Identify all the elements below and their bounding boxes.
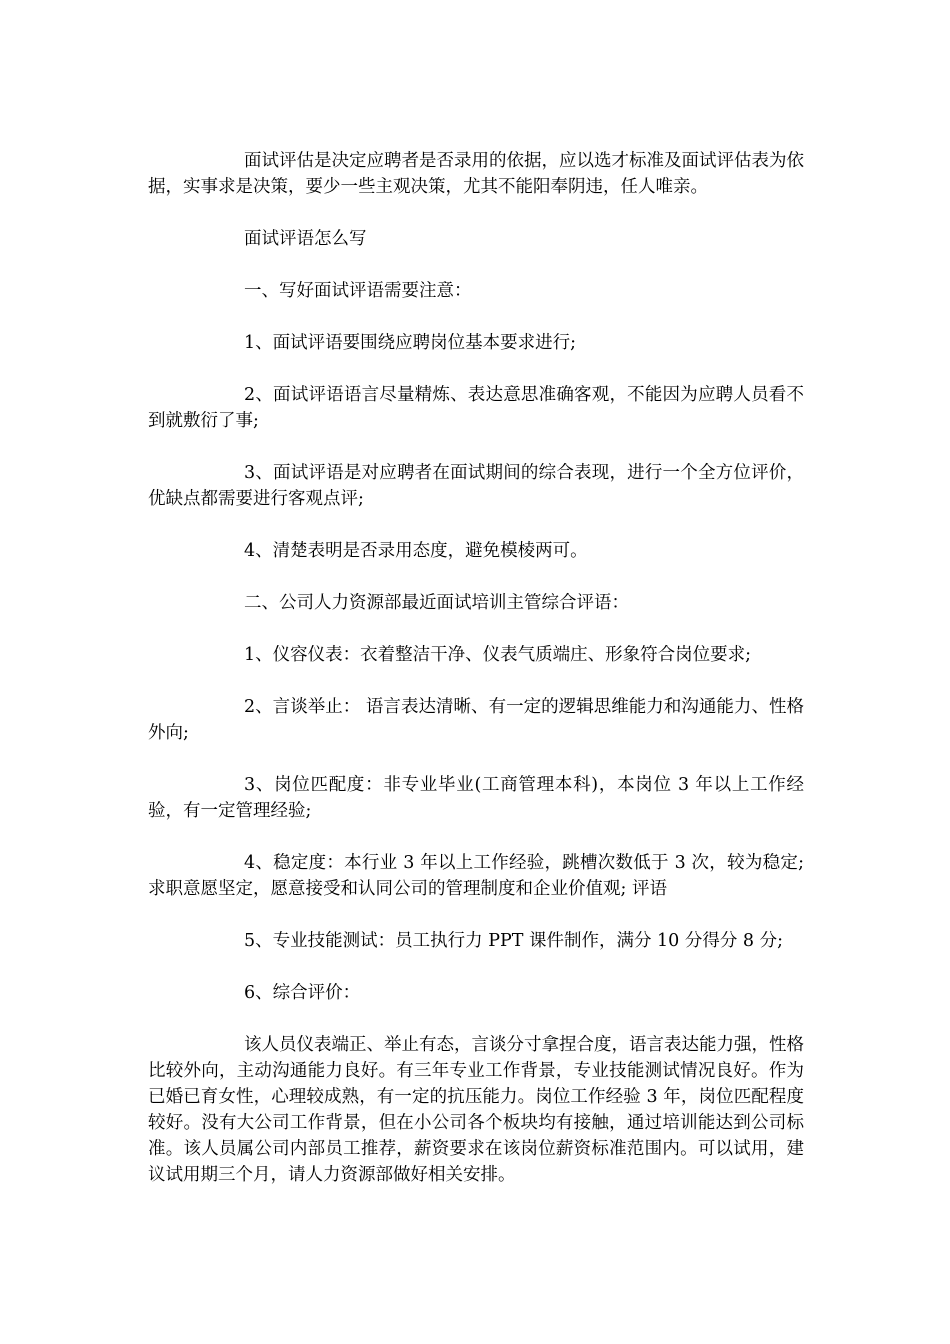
list-item: 3、岗位匹配度：非专业毕业(工商管理本科)，本岗位 3 年以上工作经验，有一定管理经验; bbox=[148, 775, 804, 821]
list-item: 2、言谈举止： 语言表达清晰、有一定的逻辑思维能力和沟通能力、性格外向; bbox=[148, 697, 804, 743]
section-heading-1: 一、写好面试评语需要注意： bbox=[244, 281, 472, 301]
summary-paragraph: 该人员仪表端正、举止有态，言谈分寸拿捏合度，语言表达能力强，性格比较外向，主动沟通能力良好。有三年专业工作背景，专业技能测试情况良好。作为已婚已育女性，心理较成熟，有一定的抗压能力。岗位工作经验 3 年，岗位匹配程度较好。没有大公司工作背景，但在小公司各个板块均有接触，通过培训能达到公司标准。该人员属公司内部员工推荐，薪资要求在该岗位薪资标准范围内。可以试用，建议试用期三个月，请人力资源部做好相关安排。 bbox=[148, 1035, 804, 1185]
document-body bbox=[148, 148, 804, 1188]
list-item: 4、清楚表明是否录用态度，避免模棱两可。 bbox=[244, 541, 588, 561]
list-item: 4、稳定度：本行业 3 年以上工作经验，跳槽次数低于 3 次，较为稳定;求职意愿坚定，愿意接受和认同公司的管理制度和企业价值观; 评语 bbox=[148, 853, 804, 899]
list-item: 1、面试评语要围绕应聘岗位基本要求进行; bbox=[244, 333, 577, 353]
list-item: 6、综合评价： bbox=[244, 983, 361, 1003]
list-item: 2、面试评语语言尽量精炼、表达意思准确客观，不能因为应聘人员看不到就敷衍了事; bbox=[148, 385, 804, 431]
list-item: 1、仪容仪表：衣着整洁干净、仪表气质端庄、形象符合岗位要求; bbox=[244, 645, 752, 665]
intro-paragraph: 面试评估是决定应聘者是否录用的依据，应以选才标准及面试评估表为依据，实事求是决策，要少一些主观决策，尤其不能阳奉阴违，任人唯亲。 bbox=[148, 151, 804, 197]
section-title: 面试评语怎么写 bbox=[244, 229, 367, 249]
list-item: 5、专业技能测试：员工执行力 PPT 课件制作，满分 10 分得分 8 分; bbox=[244, 931, 784, 951]
section-heading-2: 二、公司人力资源部最近面试培训主管综合评语： bbox=[244, 593, 629, 613]
list-item: 3、面试评语是对应聘者在面试期间的综合表现，进行一个全方位评价，优缺点都需要进行客观点评; bbox=[148, 463, 804, 509]
